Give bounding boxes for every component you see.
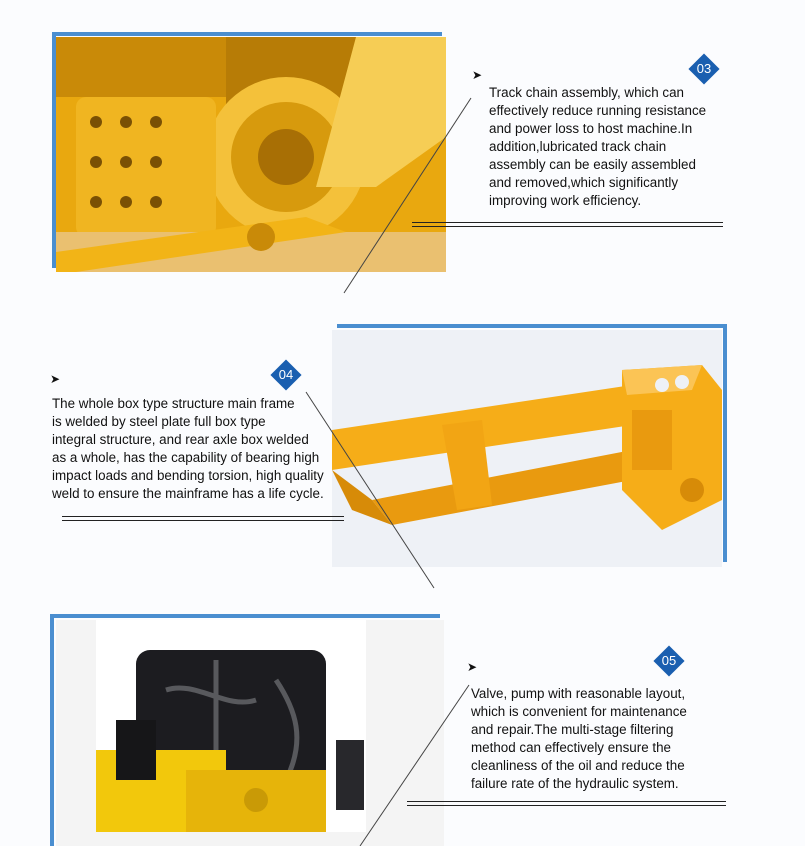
badge-number-04: 04 (278, 367, 294, 382)
hydraulic-description: Valve, pump with reasonable layout, which is convenient for maintenance and repair.The multi-stage filtering method can effectively ensure the cleanliness of the oil and reduce the failure rate of the hydraulic system. (471, 686, 687, 791)
arrow-icon: ➤ (472, 68, 483, 82)
arrow-icon: ➤ (50, 372, 61, 386)
main-frame-description: The whole box type structure main frame is welded by steel plate full box type integral structure, and rear axle box welded as a whole, has the capability of bearing high impact loads and bending torsion, high quality weld to ensure the mainframe has a life cycle. (52, 396, 324, 501)
arrow-icon: ➤ (467, 660, 478, 674)
double-rule (407, 801, 726, 806)
badge-number-05: 05 (661, 653, 677, 668)
track-chain-description: Track chain assembly, which can effectively reduce running resistance and power loss to host machine.In addition,lubricated track chain assembly can be easily assembled and removed,which significantly improving work efficiency. (489, 85, 707, 208)
badge-number-03: 03 (696, 61, 712, 76)
